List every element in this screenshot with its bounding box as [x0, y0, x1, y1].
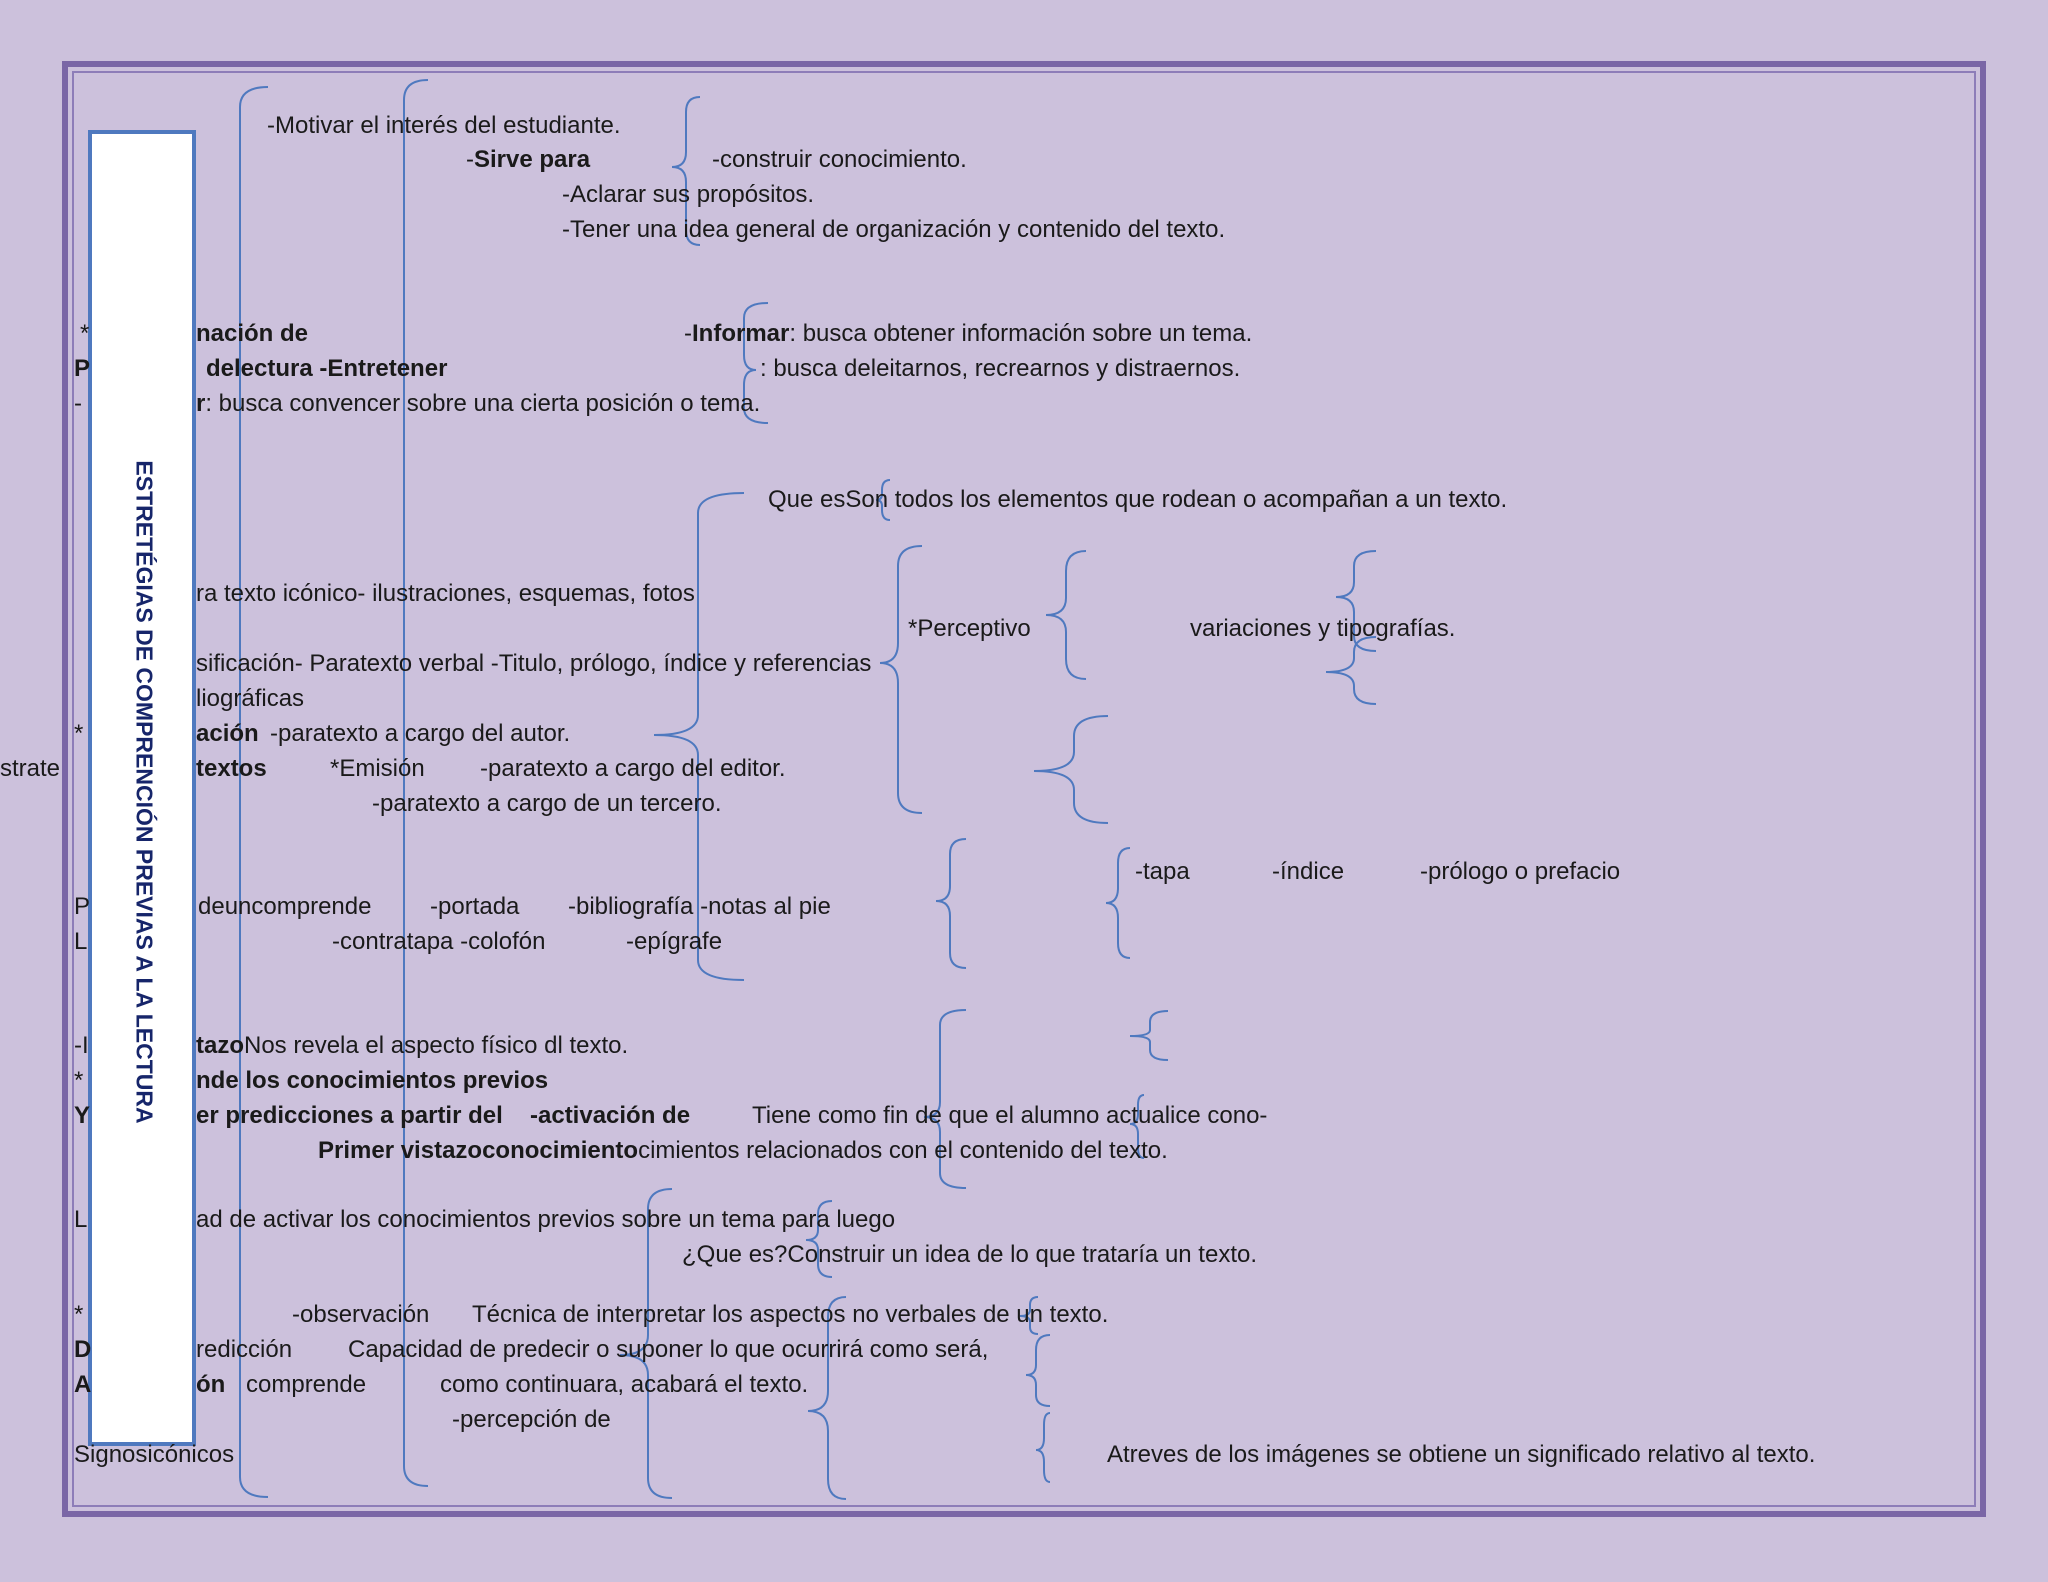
- paratexto-verbal: sificación- Paratexto verbal -Titulo, prólogo, índice y referencias: [196, 650, 872, 677]
- entretener-desc: : busca deleitarnos, recrearnos y distraernos.: [760, 355, 1241, 382]
- vistazo-fragment: -I: [74, 1032, 89, 1059]
- clasificacion-fragment: *: [74, 720, 84, 747]
- portada-item: -portada: [430, 893, 520, 920]
- a-fragment: A: [74, 1371, 92, 1398]
- primer-vistazo-line: Primer vistazoconocimientocimientos relacionados con el contenido del texto.: [318, 1137, 1168, 1164]
- capacidad-predecir: Capacidad de predecir o suponer lo que ocurrirá como será,: [348, 1336, 989, 1363]
- tener-idea-general: -Tener una idea general de organización y contenido del texto.: [562, 216, 1226, 243]
- proposito-fragment: P: [74, 355, 91, 382]
- d-fragment: D: [74, 1336, 92, 1363]
- paratexto-iconico: ra texto icónico- ilustraciones, esquemas, fotos: [196, 580, 695, 607]
- page-border-inner: [72, 71, 1976, 1507]
- cargo-tercero: -paratexto a cargo de un tercero.: [372, 790, 722, 817]
- capacidad-fragment: L: [74, 1206, 88, 1233]
- activar-conocimientos: ad de activar los conocimientos previos sobre un tema para luego: [196, 1206, 896, 1233]
- predicciones-line: er predicciones a partir del: [196, 1102, 503, 1129]
- comprende-label-2: comprende: [246, 1371, 367, 1398]
- aclarar-propositos: -Aclarar sus propósitos.: [562, 181, 815, 208]
- variaciones-tipografias: variaciones y tipografías.: [1190, 615, 1456, 642]
- title-panel: [88, 130, 196, 1446]
- que-es-construir: ¿Que es?Construir un idea de lo que trataría un texto.: [682, 1241, 1258, 1268]
- vistazo-line: tazoNos revela el aspecto físico dl texto.: [196, 1032, 629, 1059]
- tecnica-interpretar: Técnica de interpretar los aspectos no verbales de un texto.: [472, 1301, 1109, 1328]
- sirve-para-line: -Sirve para: [466, 146, 591, 173]
- epigrafe-item: -epígrafe: [626, 928, 723, 955]
- tiene-como-fin: Tiene como fin de que el alumno actualice cono-: [752, 1102, 1268, 1129]
- comprende-label: deuncomprende: [198, 893, 372, 920]
- textos-label: textos: [196, 755, 267, 782]
- contratapa-colofon: -contratapa -colofón: [332, 928, 546, 955]
- signos-iconicos: Signosicónicos: [74, 1441, 235, 1468]
- bibliografia-notas: -bibliografía -notas al pie: [568, 893, 831, 920]
- libro-fragment: L: [74, 928, 88, 955]
- entretener-label: delectura -Entretener: [206, 355, 448, 382]
- informar-line: -Informar: busca obtener información sobre un tema.: [684, 320, 1253, 347]
- que-es-paratexto: Que esSon todos los elementos que rodean o acompañan a un texto.: [768, 486, 1508, 513]
- estrategias-fragment: *: [74, 1301, 84, 1328]
- convencer-line: r: busca convencer sobre una cierta posición o tema.: [196, 390, 761, 417]
- como-continuara: como continuara, acabará el texto.: [440, 1371, 809, 1398]
- determinacion-fragment: *: [80, 320, 90, 347]
- atreves-imagenes: Atreves de los imágenes se obtiene un significado relativo al texto.: [1107, 1441, 1816, 1468]
- partes-fragment: P: [74, 893, 91, 920]
- percepcion-de: -percepción de: [452, 1406, 611, 1433]
- determinacion-label: nación de: [196, 320, 309, 347]
- prologo-item: -prólogo o prefacio: [1420, 858, 1621, 885]
- perceptivo-label: *Perceptivo: [908, 615, 1031, 642]
- diagram-title: ESTRETÉGIAS DE COMPRENCIÓN PREVIAS A LA LECTURA: [131, 460, 158, 1124]
- tapa-item: -tapa: [1135, 858, 1190, 885]
- on-fragment: ón: [196, 1371, 226, 1398]
- observacion-label: -observación: [292, 1301, 430, 1328]
- clasificacion-line: ación: [196, 720, 259, 747]
- indice-item: -índice: [1272, 858, 1345, 885]
- conocimientos-previos: nde los conocimientos previos: [196, 1067, 549, 1094]
- activacion-fragment: *: [74, 1067, 84, 1094]
- construir-conocimiento: -construir conocimiento.: [712, 146, 967, 173]
- bibliograficas: liográficas: [196, 685, 305, 712]
- emision-label: *Emisión: [330, 755, 425, 782]
- motivar-interes: -Motivar el interés del estudiante.: [267, 112, 621, 139]
- cargo-autor: -paratexto a cargo del autor.: [270, 720, 571, 747]
- prediccion-label: redicción: [196, 1336, 293, 1363]
- activacion-label: -activación de: [530, 1102, 691, 1129]
- estrategia-fragment: strate: [0, 755, 61, 782]
- y-fragment: Y: [74, 1102, 91, 1129]
- cargo-editor: -paratexto a cargo del editor.: [480, 755, 786, 782]
- convencer-fragment: -: [74, 390, 82, 417]
